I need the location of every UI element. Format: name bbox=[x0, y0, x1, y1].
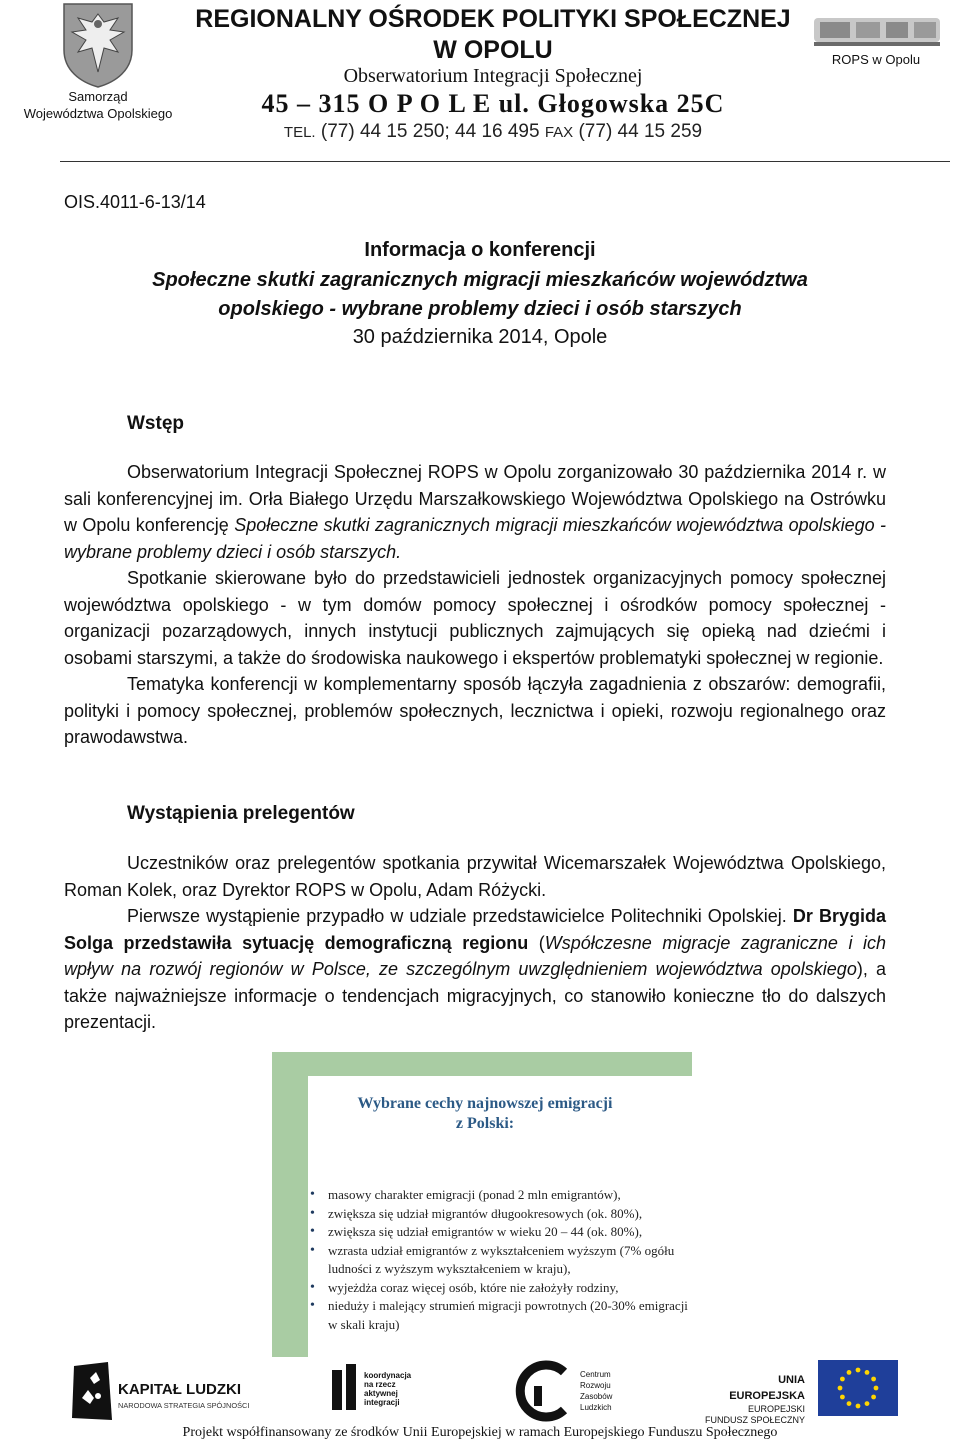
section-heading-speeches: Wystąpienia prelegentów bbox=[127, 803, 355, 824]
speeches-paragraph-2-intro: Pierwsze wystąpienie przypadło w udziale przedstawicielce Politechniki Opolskiej. bbox=[127, 906, 793, 926]
organization-name-line2: W OPOLU bbox=[433, 36, 553, 64]
eu-line2: EUROPEJSKI bbox=[747, 1404, 805, 1414]
conference-title-line1: Społeczne skutki zagranicznych migracji mieszkańców województwa bbox=[152, 269, 808, 291]
speaker-highlight: Dr Brygida Solga przedstawiła sytuację demograficzną regionu bbox=[64, 906, 886, 953]
slide-bullet: • masowy charakter emigracji (ponad 2 mln emigrantów), bbox=[318, 1186, 688, 1205]
crest-caption-line1: Samorząd bbox=[68, 89, 128, 104]
crzl-mark-icon bbox=[512, 1360, 574, 1422]
paren-open: ( bbox=[528, 932, 545, 953]
eu-line3: FUNDUSZ SPOŁECZNY bbox=[705, 1415, 806, 1425]
koordynacja-text: koordynacja na rzecz aktywnej integracji bbox=[364, 1371, 412, 1407]
kl-logo-title: KAPITAŁ LUDZKI bbox=[118, 1381, 242, 1398]
speeches-paragraph-1: Uczestników oraz prelegentów spotkania przywitał Wicemarszałek Województwa Opolskiego, Roman Kolek, oraz Dyrektor ROPS w Opolu, Adam Różycki. bbox=[64, 853, 886, 900]
crest-caption-line2: Województwa Opolskiego bbox=[23, 106, 173, 121]
speeches-paragraph-2-rest: ), a także najważniejsze informacje o tendencjach migracyjnych, co stanowiło konieczne tło do dalszych prezentacji. bbox=[64, 959, 886, 1032]
crest-caption bbox=[14, 88, 182, 122]
slide-title-line2: z Polski: bbox=[455, 1115, 515, 1132]
koordynacja-logo bbox=[330, 1362, 422, 1416]
eu-text-logo bbox=[705, 1362, 806, 1425]
intro-paragraph-1 bbox=[64, 459, 886, 565]
rops-logo-icon bbox=[812, 8, 942, 50]
document-title: Informacja o konferencji bbox=[364, 239, 596, 261]
eu-line1: UNIA EUROPEJSKA bbox=[729, 1374, 805, 1402]
eu-flag-icon bbox=[818, 1360, 898, 1416]
fax-number: (77) 44 15 259 bbox=[578, 121, 703, 142]
organization-unit: Obserwatorium Integracji Społecznej bbox=[343, 65, 643, 87]
intro-section bbox=[64, 459, 886, 751]
slide-title bbox=[330, 1094, 640, 1134]
kl-logo-subtitle: NARODOWA STRATEGIA SPÓJNOŚCI bbox=[118, 1401, 250, 1410]
slide-accent-top bbox=[272, 1052, 692, 1076]
intro-paragraph-1-text: Obserwatorium Integracji Społecznej ROPS w Opolu zorganizowało 30 października 2014 r. w sali konferencyjnej im. Orła Białego Urzędu Marszałkowskiego Województwa Opolskiego na Ostrówku w Opolu konferencję bbox=[64, 462, 886, 535]
speeches-section bbox=[64, 850, 886, 1036]
cofinancing-footer: Projekt współfinansowany ze środków Unii Europejskiej w ramach Europejskiego Funduszu Społecznego bbox=[182, 1425, 778, 1440]
intro-conference-name: Społeczne skutki zagranicznych migracji mieszkańców województwa opolskiego - wybrane problemy dzieci i osób starszych. bbox=[64, 515, 886, 562]
coat-of-arms-eagle-icon bbox=[60, 2, 136, 88]
intro-paragraph-2: Spotkanie skierowane było do przedstawicieli jednostek organizacyjnych pomocy społecznej województwa opolskiego - w tym domów pomocy społecznej i ośrodków pomocy społecznej - organizacji pozarządowych, innych instytucji publicznych zajmujących się opieką nad dziećmi i osobami starszymi, a także do środowiska naukowego i ekspertów problematyki społecznej w regionie. bbox=[64, 568, 886, 668]
tel-label: TEL. bbox=[283, 124, 316, 141]
slide-bullet: • zwiększa się udział migrantów długookresowych (ok. 80%), bbox=[318, 1205, 688, 1224]
slide-bullet-list bbox=[318, 1186, 688, 1334]
slide-bullet: • wzrasta udział emigrantów z wykształceniem wyższym (7% ogółu ludności z wyższym wykształceniem w kraju), bbox=[318, 1242, 688, 1279]
slide-title-line1: Wybrane cechy najnowszej emigracji bbox=[357, 1095, 613, 1112]
slide-bullet: • zwiększa się udział emigrantów w wieku 20 – 44 (ok. 80%), bbox=[318, 1223, 688, 1242]
slide-bullet: • nieduży i malejący strumień migracji powrotnych (20-30% emigracji w skali kraju) bbox=[318, 1297, 688, 1334]
crzl-text: Centrum Rozwoju Zasobów Ludzkich bbox=[580, 1370, 613, 1412]
intro-paragraph-3: Tematyka konferencji w komplementarny sposób łączyła zagadnienia z obszarów: demografii, polityki i pomocy społecznej, problemów społecznych, lecznictwa i opieki, rozwoju regionalnego oraz prawodawstwa. bbox=[64, 674, 886, 747]
organization-name bbox=[186, 4, 800, 66]
tel-numbers: (77) 44 15 250; 44 16 495 bbox=[320, 121, 540, 142]
crzl-logo bbox=[512, 1360, 642, 1422]
fax-label: FAX bbox=[544, 124, 574, 141]
header-divider bbox=[60, 161, 950, 162]
slide-bullet: • wyjeżdża coraz więcej osób, które nie założyły rodziny, bbox=[318, 1279, 688, 1298]
organization-name-line1: REGIONALNY OŚRODEK POLITYKI SPOŁECZNEJ bbox=[195, 5, 791, 33]
conference-title-line2: opolskiego - wybrane problemy dzieci i osób starszych bbox=[218, 298, 742, 320]
section-heading-intro: Wstęp bbox=[127, 413, 184, 434]
conference-date: 30 października 2014, Opole bbox=[352, 326, 608, 348]
organization-address: 45 – 315 O P O L E ul. Głogowska 25C bbox=[261, 89, 725, 118]
kapital-ludzki-logo-icon bbox=[68, 1360, 268, 1424]
speeches-paragraph-2 bbox=[64, 903, 886, 1036]
koordynacja-mark-icon bbox=[330, 1362, 360, 1416]
talk-title: Współczesne migracje zagraniczne i ich wpływ na rozwój regionów w Polsce, ze szczególnym uwzględnieniem województwa opolskiego bbox=[64, 932, 887, 979]
slide-accent-bar bbox=[272, 1052, 308, 1357]
rops-caption: ROPS w Opolu bbox=[831, 52, 921, 67]
conference-title bbox=[64, 266, 896, 324]
document-reference-number: OIS.4011-6-13/14 bbox=[64, 192, 206, 212]
organization-contact bbox=[186, 120, 800, 145]
